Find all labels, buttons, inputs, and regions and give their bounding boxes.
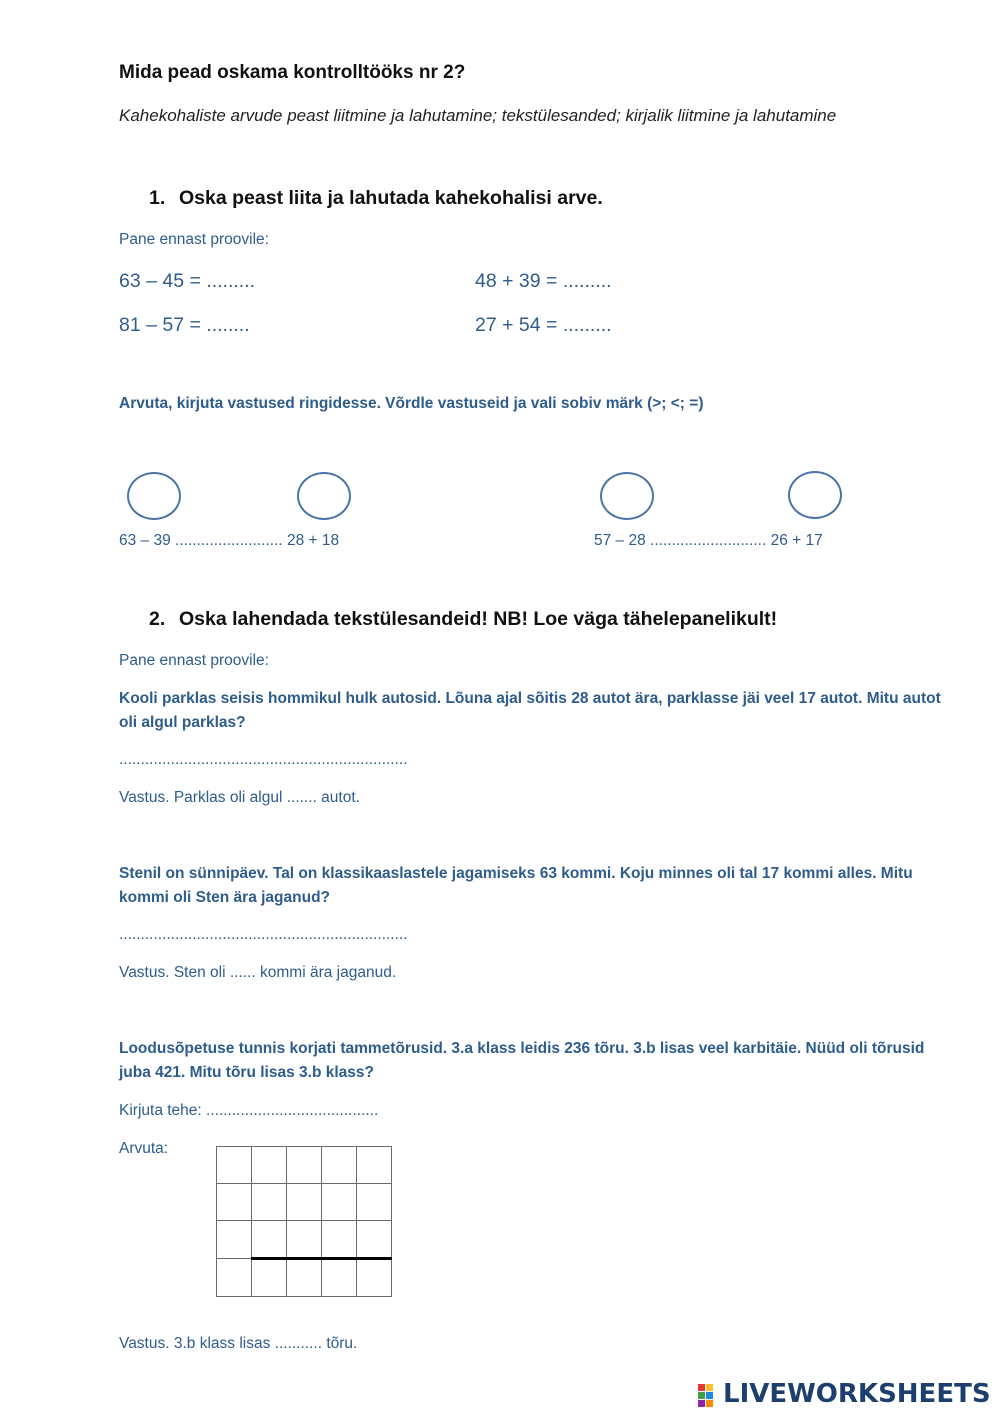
- grid-cell[interactable]: [357, 1147, 392, 1184]
- problem1-solution-line[interactable]: ...................................................................: [119, 751, 408, 768]
- grid-cell-result[interactable]: [252, 1259, 287, 1297]
- grid-cell[interactable]: [357, 1221, 392, 1259]
- section1-try-label: Pane ennast proovile:: [119, 231, 269, 248]
- equation-3: 81 – 57 = ........: [119, 314, 250, 336]
- page-title: Mida pead oskama kontrolltööks nr 2?: [119, 62, 466, 83]
- grid-cell[interactable]: [252, 1184, 287, 1221]
- grid-cell[interactable]: [322, 1221, 357, 1259]
- problem3-text: Loodusõpetuse tunnis korjati tammetõrusid. 3.a klass leidis 236 tõru. 3.b lisas veel karbitäie. Nüüd oli tõrusid juba 421. Mitu tõru lisas 3.b klass?: [119, 1040, 925, 1081]
- section2-try-label: Pane ennast proovile:: [119, 652, 269, 669]
- grid-cell[interactable]: [252, 1147, 287, 1184]
- problem1-answer: Vastus. Parklas oli algul ....... autot.: [119, 789, 360, 806]
- grid-cell[interactable]: [287, 1184, 322, 1221]
- grid-cell[interactable]: [287, 1147, 322, 1184]
- equation-2: 48 + 39 = .........: [475, 270, 612, 292]
- grid-cell-result[interactable]: [322, 1259, 357, 1297]
- calculation-grid[interactable]: [216, 1146, 392, 1297]
- page-subtitle: Kahekohaliste arvude peast liitmine ja lahutamine; tekstülesanded; kirjalik liitmine ja lahutamine: [119, 106, 837, 125]
- problem3-compute-label: Arvuta:: [119, 1140, 169, 1157]
- grid-cell[interactable]: [217, 1184, 252, 1221]
- comparison-1: 63 – 39 ......................... 28 + 18: [119, 532, 340, 549]
- problem1-text: Kooli parklas seisis hommikul hulk autosid. Lõuna ajal sõitis 28 autot ära, parklasse jäi veel 17 autot. Mitu autot oli algul parklas?: [119, 690, 941, 731]
- section1-number: 1.: [149, 187, 166, 209]
- grid-cell[interactable]: [217, 1147, 252, 1184]
- grid-cell[interactable]: [287, 1221, 322, 1259]
- liveworksheets-logo: [698, 1380, 991, 1408]
- problem2-text: Stenil on sünnipäev. Tal on klassikaaslastele jagamiseks 63 kommi. Koju minnes oli tal 17 kommi alles. Mitu kommi oli Sten ära jaganud?: [119, 865, 913, 906]
- logo-mark-icon: [698, 1382, 720, 1406]
- answer-circle-1[interactable]: [127, 472, 181, 520]
- grid-cell[interactable]: [217, 1259, 252, 1297]
- grid-cell[interactable]: [322, 1147, 357, 1184]
- answer-circle-4[interactable]: [788, 471, 842, 519]
- grid-cell[interactable]: [217, 1221, 252, 1259]
- comparison-2: 57 – 28 ........................... 26 + 17: [594, 532, 823, 549]
- grid-cell[interactable]: [252, 1221, 287, 1259]
- answer-circle-2[interactable]: [297, 472, 351, 520]
- problem2-answer: Vastus. Sten oli ...... kommi ära jaganud.: [119, 964, 397, 981]
- grid-cell-result[interactable]: [287, 1259, 322, 1297]
- grid-cell[interactable]: [322, 1184, 357, 1221]
- problem2-solution-line[interactable]: ...................................................................: [119, 926, 408, 943]
- equation-4: 27 + 54 = .........: [475, 314, 612, 336]
- grid-cell-result[interactable]: [357, 1259, 392, 1297]
- section2-heading: Oska lahendada tekstülesandeid! NB! Loe väga tähelepanelikult!: [179, 608, 778, 630]
- grid-cell[interactable]: [357, 1184, 392, 1221]
- problem3-write-label: Kirjuta tehe: ........................................: [119, 1102, 379, 1119]
- answer-circle-3[interactable]: [600, 472, 654, 520]
- section1-heading: Oska peast liita ja lahutada kahekohalisi arve.: [179, 187, 603, 209]
- section2-number: 2.: [149, 608, 166, 630]
- problem3-answer: Vastus. 3.b klass lisas ........... tõru.: [119, 1335, 358, 1352]
- logo-text: LIVEWORKSHEETS: [723, 1379, 991, 1409]
- compare-instruction: Arvuta, kirjuta vastused ringidesse. Võrdle vastuseid ja vali sobiv märk (>; <; =): [119, 395, 704, 412]
- equation-1: 63 – 45 = .........: [119, 270, 256, 292]
